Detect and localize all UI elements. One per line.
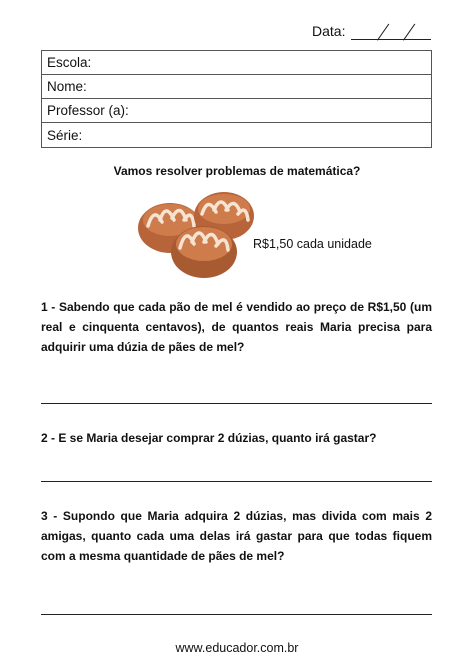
answer-line-1[interactable] — [41, 403, 432, 404]
footer-website: www.educador.com.br — [175, 641, 299, 655]
name-field[interactable] — [42, 75, 431, 99]
honey-cake-icon — [171, 226, 237, 278]
grade-field[interactable] — [42, 123, 431, 147]
school-label: Escola: — [47, 55, 92, 70]
date-baseline — [351, 39, 431, 40]
teacher-label: Professor (a): — [47, 103, 129, 118]
answer-line-3[interactable] — [41, 614, 432, 615]
honey-cakes-illustration — [134, 182, 254, 282]
date-field[interactable] — [351, 22, 431, 40]
date-row — [312, 20, 431, 42]
worksheet-subtitle: Vamos resolver problemas de matemática? — [113, 164, 361, 178]
student-info-table — [41, 50, 432, 148]
question-2: 2 - E se Maria desejar comprar 2 dúzias, quanto irá gastar? — [41, 431, 377, 445]
question-1: 1 - Sabendo que cada pão de mel é vendido ao preço de R$1,50 (um real e cinquenta centavos), de quantos reais Maria precisa para adquirir uma dúzia de pães de mel? — [41, 300, 432, 354]
answer-line-2[interactable] — [41, 481, 432, 482]
name-label: Nome: — [47, 79, 87, 94]
teacher-field[interactable] — [42, 99, 431, 123]
grade-label: Série: — [47, 127, 83, 143]
school-field[interactable] — [42, 51, 431, 75]
question-3: 3 - Supondo que Maria adquira 2 dúzias, mas divida com mais 2 amigas, quanto cada uma delas irá gastar para que todas fiquem com a mesma quantidade de pães de mel? — [41, 509, 432, 563]
date-label: Data: — [312, 23, 346, 39]
price-label: R$1,50 cada unidade — [253, 237, 372, 251]
